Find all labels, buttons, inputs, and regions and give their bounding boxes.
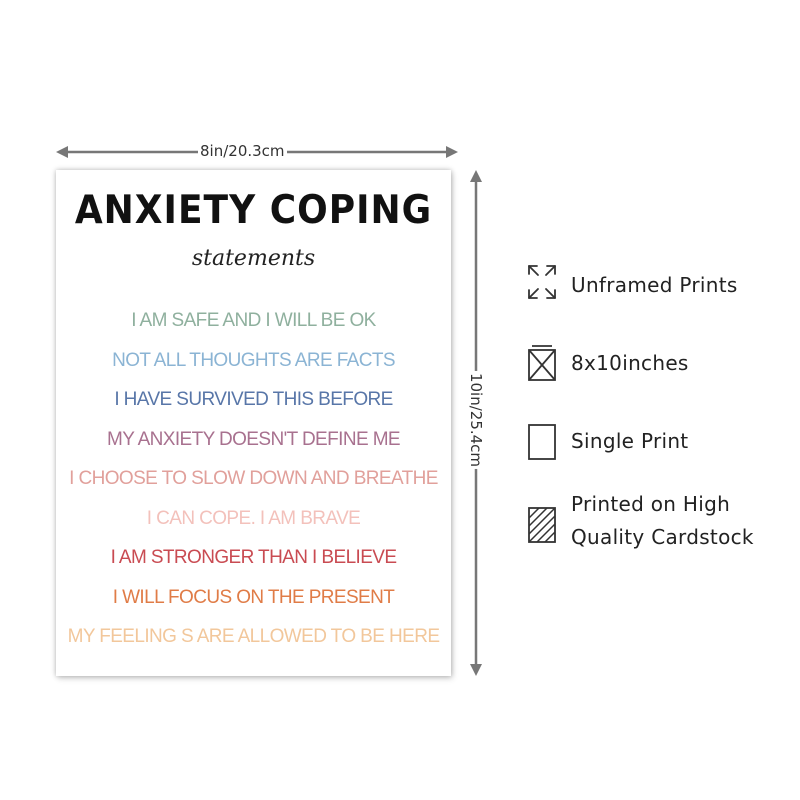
width-label: 8in/20.3cm xyxy=(200,142,285,160)
sheet-icon xyxy=(526,422,558,462)
poster-title: ANXIETY COPING xyxy=(74,187,433,234)
statement-list xyxy=(56,301,451,657)
poster xyxy=(56,170,451,676)
statement: NOT ALL THOUGHTS ARE FACTS xyxy=(112,349,395,371)
statement: I AM SAFE AND I WILL BE OK xyxy=(131,310,376,331)
feature-label: Single Print xyxy=(571,429,689,453)
crossed-box-icon xyxy=(526,344,558,384)
feature-label: Printed on High Quality Cardstock xyxy=(571,492,754,549)
statement: MY ANXIETY DOESN'T DEFINE ME xyxy=(106,428,400,450)
statement: I CAN COPE. I AM BRAVE xyxy=(146,507,361,529)
feature-label: 8x10inches xyxy=(571,351,689,375)
statement: I WILL FOCUS ON THE PRESENT xyxy=(112,586,395,608)
statement: I AM STRONGER THAN I BELIEVE xyxy=(110,547,397,568)
statement: I HAVE SURVIVED THIS BEFORE xyxy=(114,389,393,410)
statement: MY FEELING S ARE ALLOWED TO BE HERE xyxy=(67,626,440,647)
poster-subtitle: statements xyxy=(191,246,316,271)
feature-label: Unframed Prints xyxy=(571,273,738,297)
hatched-sheet-icon xyxy=(526,505,558,545)
statement: I CHOOSE TO SLOW DOWN AND BREATHE xyxy=(69,468,438,489)
height-label: 10in/25.4cm xyxy=(467,372,485,468)
expand-arrows-icon xyxy=(526,262,558,302)
